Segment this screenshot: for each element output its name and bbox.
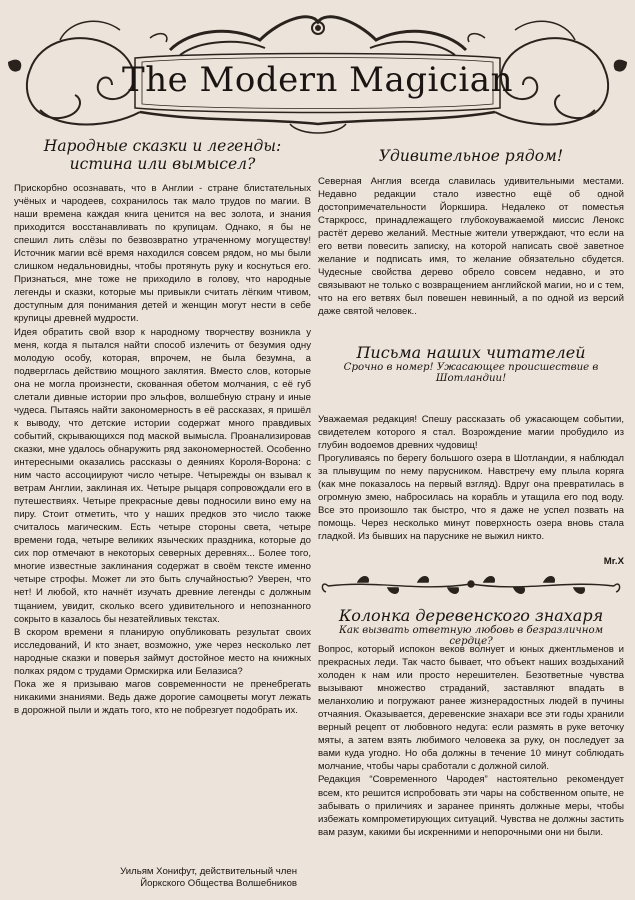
masthead-title: The Modern Magician	[122, 60, 513, 100]
koldun-subheadline: Как вызвать ответную любовь в безразличном сердце?	[338, 625, 604, 647]
masthead	[0, 0, 635, 140]
left-article-body	[14, 182, 311, 717]
signature-line1: Уильям Хонифут, действительный член	[120, 866, 297, 877]
koldun-body	[318, 643, 624, 839]
left-headline-line2: истина или вымысел?	[69, 155, 256, 173]
letters-paragraph-2: Прогуливаясь по берегу большого озера в Шотландии, я наблюдал за плывущим по нему парусником. Навстречу ему плыла коряга (как мне показалось на первый взгляд). Вдруг она превратилась в огромную змею, набросилась на корабль и утащила его под воду. Все это произошло так быстро, что я даже не успел позвать на помощь. Через несколько минут поверхность озера вновь стала гладкой. Из бывших на паруснике не выжил никто.	[318, 453, 624, 543]
left-paragraph-1: Прискорбно осознавать, что в Англии - стране блистательных учёных и чародеев, сохранилось так мало трудов по магии. В наши времена каждая книга ценится на вес золота, и знания приходится восстанавливать по крупицам. Однако, я бы не спешил лить слёзы по безвозвратно утраченному могуществу! Источник магии всё время находился совсем рядом, но мы были слишком недальновидны, чтобы протянуть руку и коснуться его. Признаться, мне тоже не приходило в голову, что народные легенды и сказки, которые мы привыкли считать лёгким чтивом, доступным для понимания детей и женщин могут нести в себе крупицы древней мудрости.	[14, 183, 311, 325]
letters-subheadline: Срочно в номер! Ужасающее происшествие в Шотландии!	[343, 362, 599, 384]
right-paragraph-1: Северная Англия всегда славилась удивительными местами. Недавно редакции стало известно ещё об одной достопримечательности Йоркшира. Недалеко от поместья Старкросс, принадлежащего глубокоуважаемой миссис Ленокс растёт дерево желаний. Местные жители утверждают, что если на его ветви повесить записку, на которой написать своё заветное желание и подписать имя, то желание обязательно сбудется. Чудесные свойства дерево обрело совсем недавно, и это связывают не только с возвращением английской магии, но и с тем, что на его ветвях был повешен невинный, а по одной из версий даже святой человек..	[318, 176, 624, 318]
left-paragraph-3: В скором времени я планирую опубликовать результат своих исследований, И кто знает, возможно, уже через несколько лет народные сказки и поверья займут достойное место на книжных полках рядом с трудами Ормскирка или Белазиса?	[14, 626, 311, 677]
left-headline-line1: Народные сказки и легенды:	[43, 137, 282, 155]
signature-line2: Йоркского Общества Волшебников	[140, 878, 297, 889]
letters-paragraph-1: Уважаемая редакция! Спешу рассказать об ужасающем событии, свидетелем которого я стал. Возрождение магии пробудило из глубин водоемов древних чудовищ!	[318, 414, 624, 452]
vine-divider-ornament	[318, 570, 624, 600]
left-paragraph-2: Идея обратить свой взор к народному творчеству возникла у меня, когда я пытался найти способ излечить от безумия одну молодую особу, которая, впрочем, не была безумна, а подверглась действию мощного заклятия. Вместо слов, которые она не могла произнести, скованная обетом молчания, с её губ слетали дивные истории про эльфов, волшебную страну и иные чудеса. Пытаясь найти закономерность в её рассказах, я пришёл к выводу, что детские истории содержат много правдивых событий, скрывающихся под маской вымысла. Проанализировав сказки, мне удалось обнаружить ряд закономерностей. Особенно интересными оказались рассказы о деяниях Короля-Ворона: с ним часто ассоциируют число четыре. Четырежды он взывал к ветрам Англии, заклиная их. Четыре рыцаря сопровождали его в путешествиях. Четыре прекрасные девы подносили вино ему на пиру. Стоит отметить, что у наших предков это число также считалось магическим. Есть четыре стороны света, четыре времени года, четыре великих языческих праздника, которые до сих пор отмечают в некоторых северных деревнях... Более того, многие известные заклинания содержат в своём тексте именно четыре строфы. Может ли это быть случайностью? Уверен, что нет! И любой, кто начнёт изучать древние легенды с должным тщанием, увидит, сколько всего удивительного и непознанного сокрыто в казалось бы незатейливых текстах.	[14, 326, 311, 625]
left-article-headline	[14, 137, 311, 173]
left-article-signature	[14, 866, 297, 890]
letters-signature: Mr.X	[603, 556, 624, 567]
letters-body	[318, 413, 624, 543]
right-article-headline: Удивительное рядом!	[378, 147, 564, 165]
right-article-body	[318, 175, 624, 319]
left-paragraph-4: Пока же я призываю магов современности не пренебрегать никакими знаниями. Ведь даже дорогие самоцветы могут лежать в дорожной пыли и ждать того, кто не побрезгует подобрать их.	[14, 678, 311, 716]
letters-headline: Письма наших читателей	[356, 343, 586, 362]
koldun-paragraph-1: Вопрос, который испокон веков волнует и юных джентльменов и прекрасных леди. Так часто бывает, что объект наших воздыханий холоден к нам или просто нерешителен. Безответные чувства вызывают множество страданий, заставляют впадать в меланхолию и погружают ранее жизнерадостных людей в пучины отчаяния. Оказывается, деревенские знахари все эти годы хранили верный рецепт от любовного недуга: если размять в руке веточку мяты, а затем взять любимого человека за руку, он последует за вами куда угодно. Но оба должны в течение 10 минут соблюдать молчание, чтобы чары сработали с должной силой.	[318, 644, 624, 773]
koldun-paragraph-2: Редакция “Современного Чародея” настоятельно рекомендует всем, кто решится испробовать эти чары на собственном опыте, не забывать о приличиях и заранее принять должные меры, чтобы избежать компрометирующих ситуаций. Чувства не должны застить вам разум, какими бы искренними и непорочными они ни были.	[318, 774, 624, 838]
koldun-headline: Колонка деревенского знахаря	[338, 606, 604, 625]
